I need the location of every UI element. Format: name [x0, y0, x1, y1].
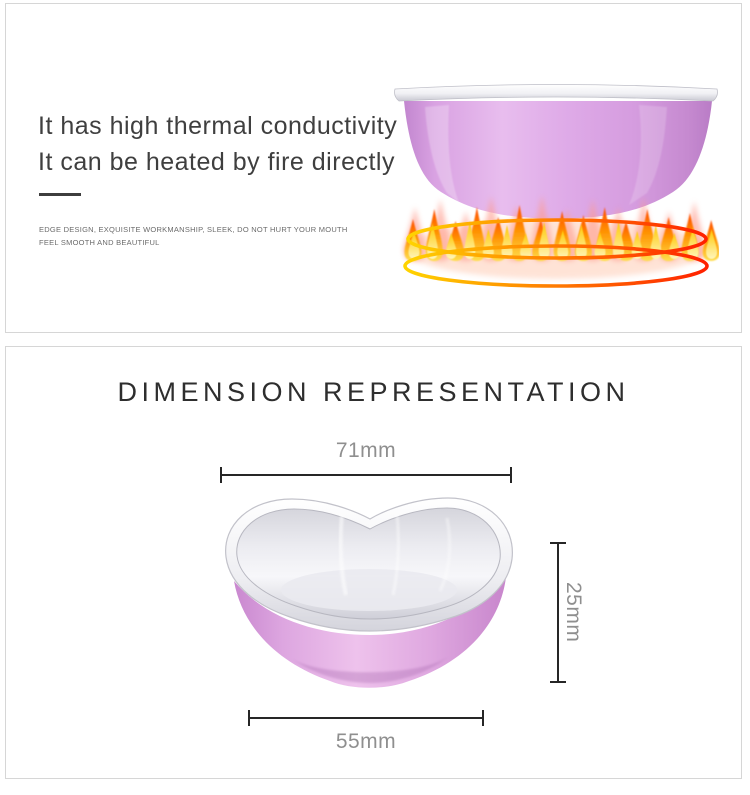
section-headline — [38, 108, 397, 180]
subtext-line-2: FEEL SMOOTH AND BEAUTIFUL — [39, 238, 160, 247]
purple-foil-cup-over-flames-illustration — [389, 81, 719, 296]
section-subtext — [39, 223, 348, 249]
purple-cup — [395, 85, 718, 220]
dimension-tick — [550, 542, 566, 544]
height-label: 25mm — [562, 582, 585, 643]
cup-rim — [395, 85, 718, 102]
bottom-width-label: 55mm — [335, 730, 397, 753]
dimension-tick — [482, 710, 484, 726]
top-width-label: 71mm — [335, 439, 397, 462]
dimension-tick — [220, 467, 222, 483]
dimension-section — [5, 346, 742, 779]
headline-line-1: It has high thermal conductivity — [38, 112, 398, 140]
headline-underline — [39, 193, 81, 196]
top-width-dimension-line — [220, 474, 512, 476]
subtext-line-1: EDGE DESIGN, EXQUISITE WORKMANSHIP, SLEEK, DO NOT HURT YOUR MOUTH — [39, 225, 348, 234]
headline-line-2: It can be heated by fire directly — [38, 148, 395, 176]
dimension-tick — [550, 681, 566, 683]
dimension-tick — [510, 467, 512, 483]
dimension-title: DIMENSION REPRESENTATION — [117, 377, 630, 407]
bottom-width-dimension-line — [248, 717, 484, 719]
thermal-conductivity-section — [5, 3, 742, 333]
pink-heart-foil-cup-illustration — [222, 493, 517, 695]
heart-cup-floor — [281, 569, 457, 611]
height-dimension-line — [557, 542, 559, 683]
dimension-tick — [248, 710, 250, 726]
